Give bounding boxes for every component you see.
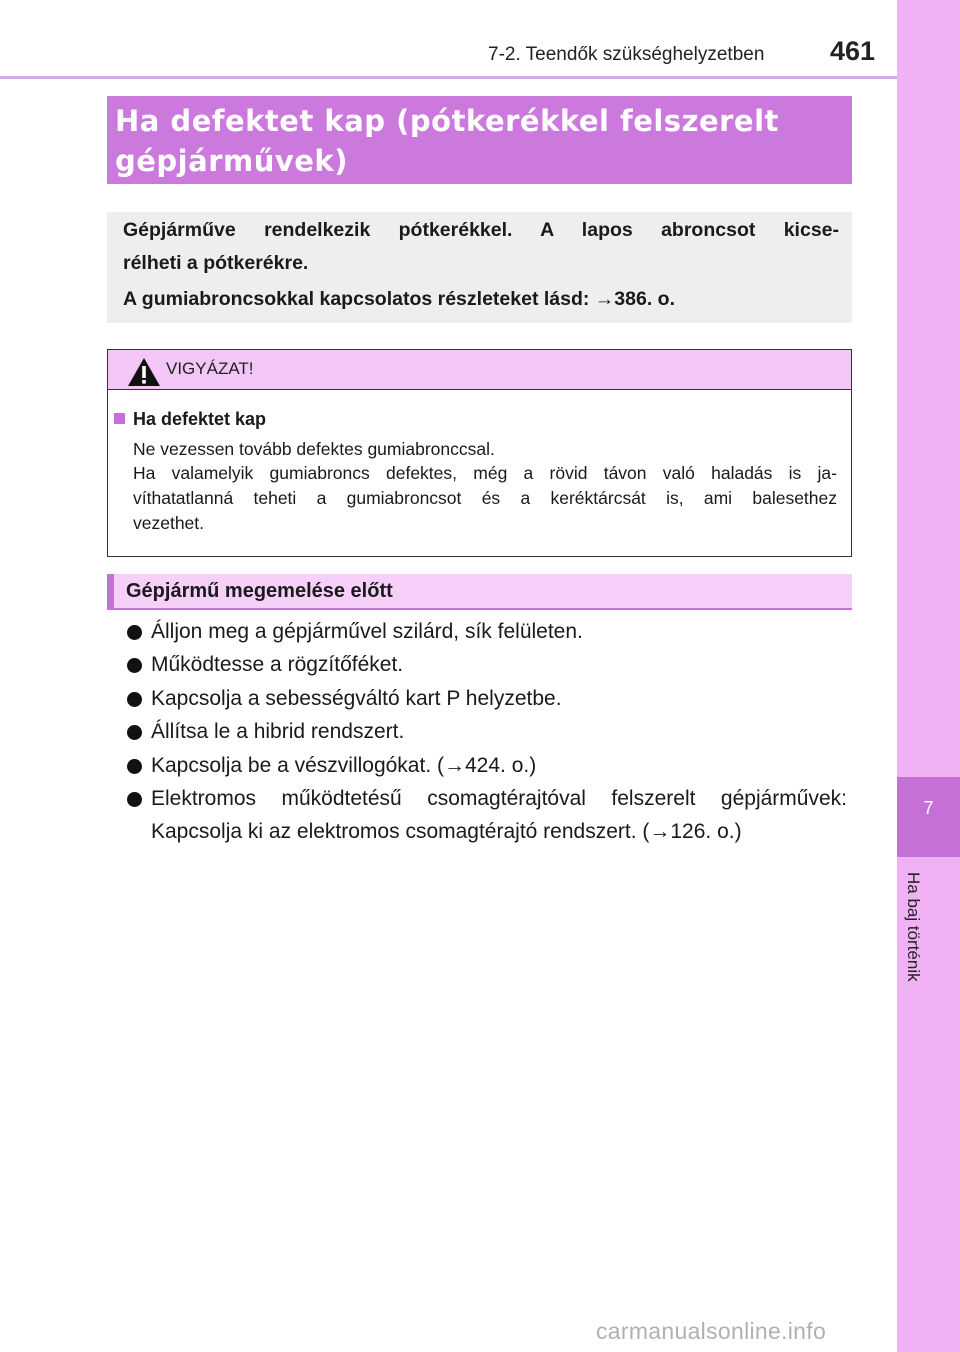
warning-line1: Ne vezessen tovább defektes gumiabronccsal. [133,439,495,459]
side-chapter-label: Ha baj történik [904,872,923,982]
side-chapter-number: 7 [923,798,934,818]
bullet-dot-icon [127,625,142,640]
bullet-dot-icon [127,759,142,774]
list-item-text: Működtesse a rögzítőféket. [151,653,404,676]
list-item-continuation: Kapcsolja ki az elektromos csomagtérajtó rendszert. (→126. o.) [151,820,742,843]
warning-bullet-square [114,413,125,424]
list-item-text: Állítsa le a hibrid rendszert. [151,720,405,743]
header-section-title: 7-2. Teendők szükséghelyzetben [488,44,765,65]
side-tab [897,0,960,1352]
bullet-dot-icon [127,792,142,807]
list-item-text: Elektromos működtetésű csomagtérajtóval felszerelt gépjárművek: [151,787,847,810]
warning-subhead: Ha defektet kap [133,409,267,429]
page-title [115,101,845,181]
warning-triangle-icon [127,357,161,387]
section-accent [107,574,114,610]
watermark: carmanualsonline.info [596,1318,827,1344]
bullet-dot-icon [127,692,142,707]
intro-line3: A gumiabroncsokkal kapcsolatos részleteket lásd: →386. o. [123,288,675,310]
warning-title: VIGYÁZAT! [166,359,254,378]
intro-line2: rélheti a pótkerékre. [123,252,309,274]
warning-line2: Ha valamelyik gumiabroncs defektes, még a rövid távon való haladás is ja- [133,463,837,483]
warning-line4: vezethet. [133,513,205,533]
list-item-text: Kapcsolja be a vészvillogókat. (→424. o.) [151,754,537,777]
list-item-text: Kapcsolja a sebességváltó kart P helyzetbe. [151,687,562,710]
section-title: Gépjármű megemelése előtt [126,580,393,602]
page-title-line1: Ha defektet kap (pótkerékkel felszerelt [115,104,779,138]
warning-line3: víthatatlanná teheti a gumiabroncsot és a keréktárcsát is, ami balesethez [133,488,837,508]
header-divider [0,76,897,79]
page-title-line2: gépjárművek) [115,144,348,178]
bullet-dot-icon [127,658,142,673]
intro-line1: Gépjárműve rendelkezik pótkerékkel. A lapos abroncsot kicse- [123,219,839,241]
bullet-dot-icon [127,725,142,740]
page-number: 461 [830,36,876,66]
list-item-text: Álljon meg a gépjárművel szilárd, sík felületen. [151,620,583,643]
